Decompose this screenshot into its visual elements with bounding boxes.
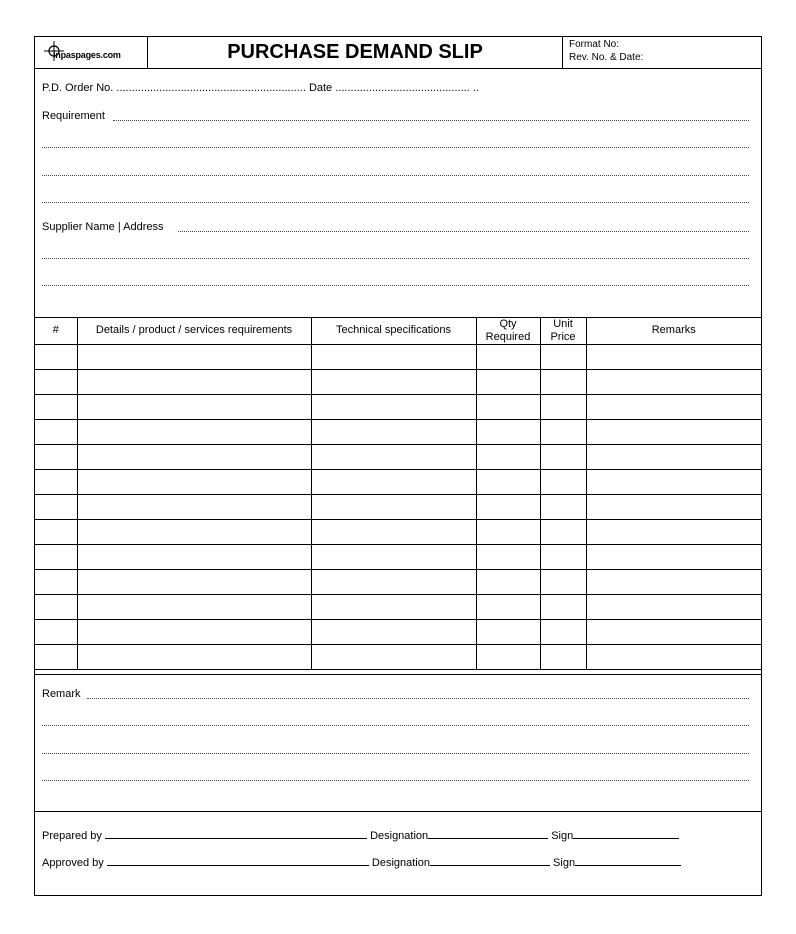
order-details-section bbox=[35, 69, 761, 318]
table-cell[interactable] bbox=[476, 545, 540, 570]
table-row bbox=[35, 370, 761, 395]
supplier-line-1[interactable] bbox=[178, 231, 749, 232]
table-cell[interactable] bbox=[311, 370, 476, 395]
requirement-label: Requirement bbox=[42, 110, 105, 122]
table-row bbox=[35, 495, 761, 520]
table-cell[interactable] bbox=[77, 495, 311, 520]
format-no-label: Format No: bbox=[569, 39, 620, 50]
table-cell[interactable] bbox=[540, 470, 586, 495]
table-cell[interactable] bbox=[35, 445, 77, 470]
table-cell[interactable] bbox=[476, 395, 540, 420]
table-cell[interactable] bbox=[35, 395, 77, 420]
col-details-header bbox=[77, 317, 311, 345]
approved-designation-field[interactable] bbox=[430, 854, 550, 866]
col-qty-header-line-1: Qty bbox=[499, 317, 517, 330]
prepared-by-field[interactable] bbox=[105, 827, 367, 839]
table-cell[interactable] bbox=[311, 495, 476, 520]
col-details-header-line-1: Details / product / services requirements bbox=[95, 324, 293, 336]
table-cell[interactable] bbox=[540, 645, 586, 670]
form-header bbox=[35, 37, 761, 69]
purchase-demand-slip-form bbox=[34, 36, 762, 896]
table-cell[interactable] bbox=[311, 645, 476, 670]
remark-section bbox=[35, 674, 761, 812]
table-cell[interactable] bbox=[540, 595, 586, 620]
table-cell[interactable] bbox=[540, 420, 586, 445]
col-tech-spec-header bbox=[311, 317, 476, 345]
approved-sign-field[interactable] bbox=[575, 854, 681, 866]
approved-by-label: Approved by bbox=[42, 857, 104, 869]
table-cell[interactable] bbox=[77, 520, 311, 545]
supplier-label: Supplier Name | Address bbox=[42, 221, 164, 233]
table-cell[interactable] bbox=[35, 420, 77, 445]
items-table-header bbox=[35, 317, 761, 345]
table-cell[interactable] bbox=[311, 545, 476, 570]
table-row bbox=[35, 520, 761, 545]
pd-order-label: P.D. Order No. bbox=[42, 82, 114, 94]
table-cell[interactable] bbox=[35, 370, 77, 395]
table-cell[interactable] bbox=[586, 545, 761, 570]
col-unit-price-header bbox=[540, 317, 586, 345]
table-cell[interactable] bbox=[476, 645, 540, 670]
form-title: PURCHASE DEMAND SLIP bbox=[148, 37, 563, 68]
prepared-sign-field[interactable] bbox=[573, 827, 679, 839]
table-cell[interactable] bbox=[77, 370, 311, 395]
table-row bbox=[35, 345, 761, 370]
table-cell[interactable] bbox=[540, 620, 586, 645]
table-cell[interactable] bbox=[586, 445, 761, 470]
pd-order-line[interactable] bbox=[42, 82, 479, 94]
table-cell[interactable] bbox=[586, 570, 761, 595]
signature-section bbox=[35, 812, 761, 895]
table-cell[interactable] bbox=[311, 395, 476, 420]
remark-line-4[interactable] bbox=[42, 780, 749, 781]
table-cell[interactable] bbox=[476, 620, 540, 645]
col-tech-spec-header-line-1: Technical specifications bbox=[336, 324, 451, 336]
table-cell[interactable] bbox=[586, 645, 761, 670]
table-cell[interactable] bbox=[540, 570, 586, 595]
table-cell[interactable] bbox=[311, 620, 476, 645]
table-cell[interactable] bbox=[35, 470, 77, 495]
table-cell[interactable] bbox=[35, 645, 77, 670]
table-cell[interactable] bbox=[540, 545, 586, 570]
table-cell[interactable] bbox=[476, 370, 540, 395]
col-number-header bbox=[35, 317, 77, 345]
prepared-sign-label: Sign bbox=[551, 830, 574, 842]
table-cell[interactable] bbox=[311, 345, 476, 370]
table-cell[interactable] bbox=[77, 345, 311, 370]
col-number-header-line-1: # bbox=[52, 324, 59, 336]
table-cell[interactable] bbox=[476, 470, 540, 495]
approved-by-field[interactable] bbox=[107, 854, 369, 866]
table-cell[interactable] bbox=[311, 595, 476, 620]
format-meta bbox=[569, 39, 643, 64]
table-cell[interactable] bbox=[540, 370, 586, 395]
col-unit-price-header-line-1: Unit bbox=[553, 317, 573, 330]
table-cell[interactable] bbox=[77, 470, 311, 495]
remark-label: Remark bbox=[42, 688, 81, 700]
table-cell[interactable] bbox=[540, 520, 586, 545]
table-cell[interactable] bbox=[586, 620, 761, 645]
table-cell[interactable] bbox=[476, 495, 540, 520]
date-label: Date bbox=[308, 82, 333, 94]
requirement-line-2[interactable] bbox=[42, 147, 749, 148]
table-cell[interactable] bbox=[77, 645, 311, 670]
prepared-by-label: Prepared by bbox=[42, 830, 102, 842]
approved-designation-label: Designation bbox=[371, 857, 430, 869]
logo-text: inpaspages.com bbox=[53, 50, 121, 60]
table-cell[interactable] bbox=[586, 595, 761, 620]
approved-by-row bbox=[42, 854, 681, 869]
table-cell[interactable] bbox=[311, 420, 476, 445]
approved-sign-label: Sign bbox=[553, 857, 576, 869]
supplier-line-3[interactable] bbox=[42, 285, 749, 286]
table-cell[interactable] bbox=[586, 470, 761, 495]
items-table-body bbox=[35, 345, 761, 670]
table-cell[interactable] bbox=[476, 520, 540, 545]
table-row bbox=[35, 570, 761, 595]
prepared-by-row bbox=[42, 827, 679, 842]
table-cell[interactable] bbox=[311, 520, 476, 545]
table-row bbox=[35, 420, 761, 445]
table-cell[interactable] bbox=[476, 345, 540, 370]
table-cell[interactable] bbox=[476, 595, 540, 620]
date-dots: ............................................ .. bbox=[335, 82, 479, 94]
supplier-line-2[interactable] bbox=[42, 258, 749, 259]
table-cell[interactable] bbox=[35, 545, 77, 570]
table-cell[interactable] bbox=[77, 445, 311, 470]
table-cell[interactable] bbox=[311, 445, 476, 470]
prepared-designation-field[interactable] bbox=[428, 827, 548, 839]
remark-line-1[interactable] bbox=[87, 698, 749, 699]
table-cell[interactable] bbox=[77, 545, 311, 570]
table-cell[interactable] bbox=[586, 395, 761, 420]
table-cell[interactable] bbox=[311, 470, 476, 495]
table-cell[interactable] bbox=[476, 570, 540, 595]
col-qty-header-line-2: Required bbox=[485, 330, 531, 343]
table-row bbox=[35, 470, 761, 495]
logo-cell bbox=[35, 37, 148, 68]
items-table bbox=[35, 317, 761, 670]
col-remarks-header-line-1: Remarks bbox=[651, 324, 696, 336]
table-cell[interactable] bbox=[35, 620, 77, 645]
table-row bbox=[35, 545, 761, 570]
table-cell[interactable] bbox=[476, 420, 540, 445]
requirement-line-3[interactable] bbox=[42, 175, 749, 176]
table-row bbox=[35, 445, 761, 470]
table-cell[interactable] bbox=[540, 395, 586, 420]
remark-line-3[interactable] bbox=[42, 753, 749, 754]
pd-order-dots: .............................................................. bbox=[116, 82, 306, 94]
table-cell[interactable] bbox=[540, 495, 586, 520]
table-row bbox=[35, 620, 761, 645]
remark-line-2[interactable] bbox=[42, 725, 749, 726]
col-unit-price-header-line-2: Price bbox=[550, 330, 576, 343]
col-remarks-header bbox=[586, 317, 761, 345]
table-cell[interactable] bbox=[540, 345, 586, 370]
prepared-designation-label: Designation bbox=[370, 830, 429, 842]
table-cell[interactable] bbox=[77, 620, 311, 645]
rev-no-date-label: Rev. No. & Date: bbox=[569, 51, 644, 63]
table-row bbox=[35, 645, 761, 670]
table-cell[interactable] bbox=[77, 595, 311, 620]
table-cell[interactable] bbox=[586, 520, 761, 545]
requirement-line-1[interactable] bbox=[113, 120, 749, 121]
table-cell[interactable] bbox=[35, 495, 77, 520]
requirement-line-4[interactable] bbox=[42, 202, 749, 203]
table-cell[interactable] bbox=[77, 570, 311, 595]
table-cell[interactable] bbox=[586, 345, 761, 370]
table-cell[interactable] bbox=[476, 445, 540, 470]
table-cell[interactable] bbox=[586, 420, 761, 445]
table-cell[interactable] bbox=[35, 595, 77, 620]
table-cell[interactable] bbox=[35, 520, 77, 545]
table-cell[interactable] bbox=[35, 570, 77, 595]
table-cell[interactable] bbox=[77, 395, 311, 420]
table-cell[interactable] bbox=[586, 370, 761, 395]
table-cell[interactable] bbox=[540, 445, 586, 470]
table-row bbox=[35, 595, 761, 620]
table-cell[interactable] bbox=[35, 345, 77, 370]
table-cell[interactable] bbox=[586, 495, 761, 520]
table-cell[interactable] bbox=[77, 420, 311, 445]
table-cell[interactable] bbox=[311, 570, 476, 595]
col-qty-header bbox=[476, 317, 540, 345]
table-row bbox=[35, 395, 761, 420]
